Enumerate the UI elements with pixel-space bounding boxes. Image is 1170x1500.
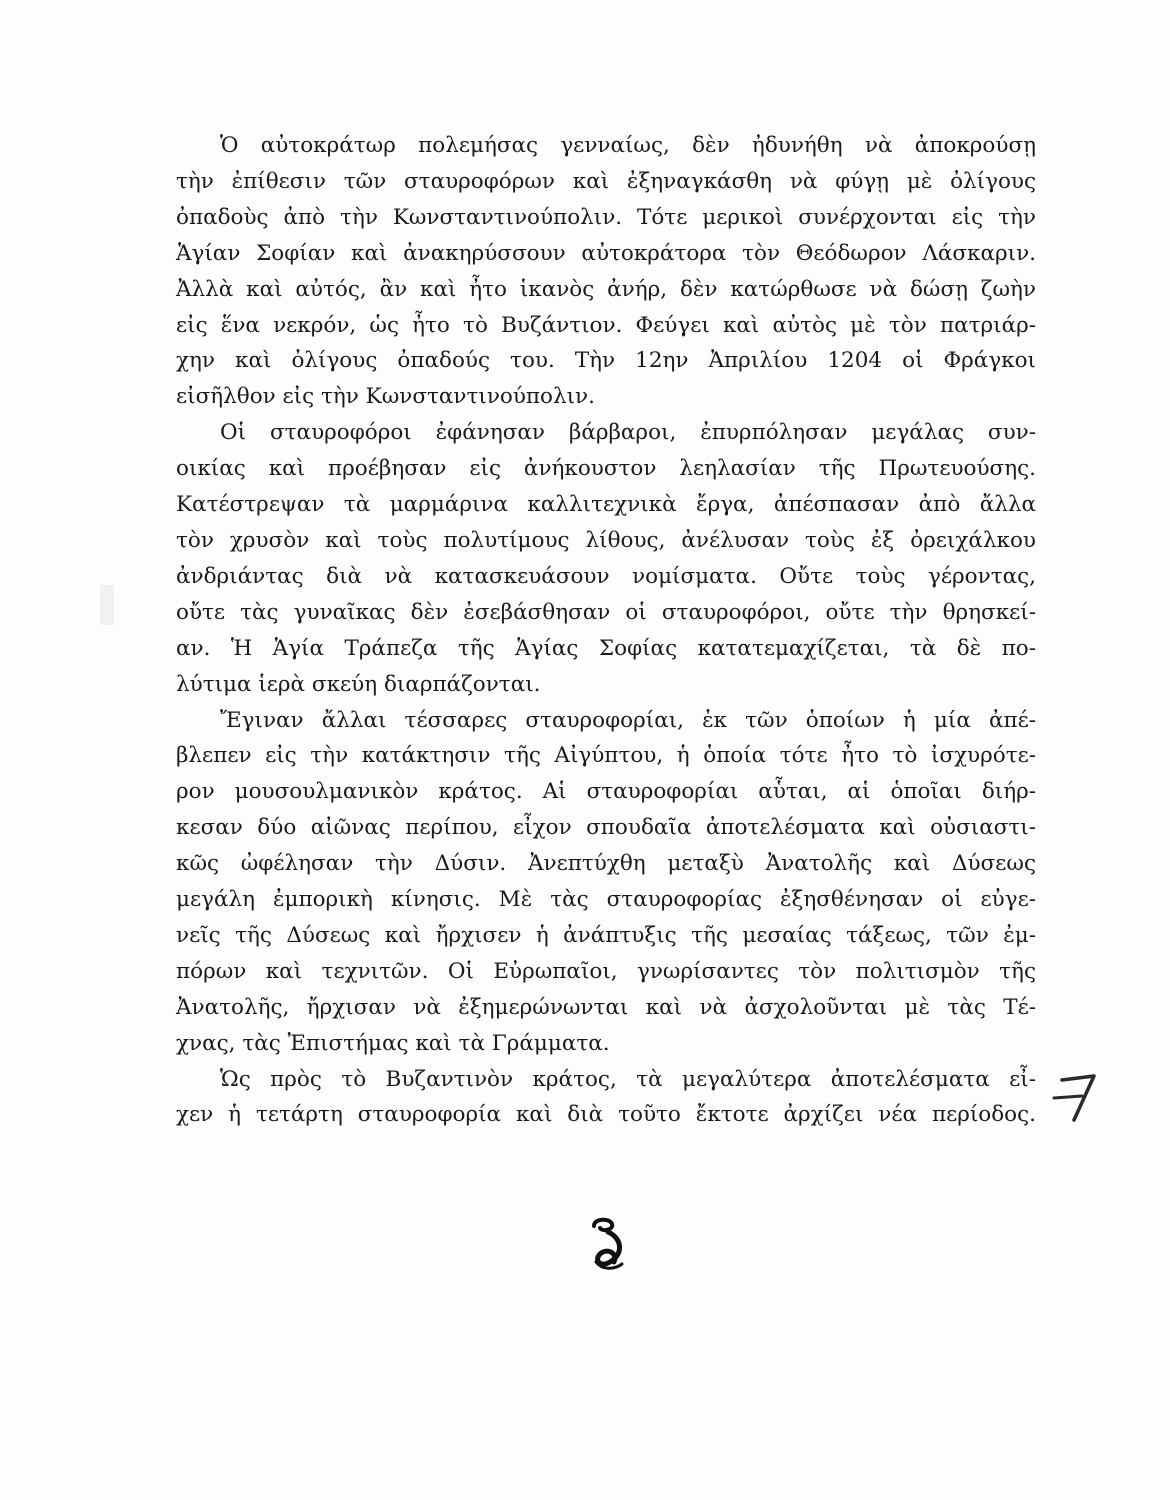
paragraph-3 xyxy=(176,703,1036,1062)
paragraph-2 xyxy=(176,415,1036,702)
text-line: κῶς ὠφέλησαν τὴν Δύσιν. Ἀνεπτύχθη μεταξὺ Ἀνατολῆς καὶ Δύσεως xyxy=(176,851,1036,877)
text-line: τὸν χρυσὸν καὶ τοὺς πολυτίμους λίθους, ἀνέλυσαν τοὺς ἐξ ὀρειχάλκου xyxy=(176,527,1036,553)
text-line: Οἱ σταυροφόροι ἐφάνησαν βάρβαροι, ἐπυρπόλησαν μεγάλας συν- xyxy=(220,420,1036,446)
text-line: μεγάλη ἐμπορικὴ κίνησις. Μὲ τὰς σταυροφορίας ἐξησθένησαν οἱ εὐγε- xyxy=(176,887,1036,913)
text-line: κεσαν δύο αἰῶνας περίπου, εἶχον σπουδαῖα ἀποτελέσματα καὶ οὐσιαστι- xyxy=(176,815,1036,841)
text-line: Ἀνατολῆς, ἤρχισαν νὰ ἐξημερώνωνται καὶ νὰ ἀσχολοῦνται μὲ τὰς Τέ- xyxy=(176,994,1036,1020)
text-line: Ἁγίαν Σοφίαν καὶ ἀνακηρύσσουν αὐτοκράτορα τὸν Θεόδωρον Λάσκαριν. xyxy=(176,240,1036,266)
text-line: εἰς ἕνα νεκρόν, ὡς ἦτο τὸ Βυζάντιον. Φεύγει καὶ αὐτὸς μὲ τὸν πατριάρ- xyxy=(176,312,1036,338)
text-line: Ἀλλὰ καὶ αὐτός, ἂν καὶ ἦτο ἱκανὸς ἀνήρ, δὲν κατώρθωσε νὰ δώσῃ ζωὴν xyxy=(176,276,1036,302)
text-line: χην καὶ ὀλίγους ὀπαδούς του. Τὴν 12ην Ἀπριλίου 1204 οἱ Φράγκοι xyxy=(176,348,1036,374)
body-text xyxy=(176,128,1036,1133)
text-line: Ἔγιναν ἄλλαι τέσσαρες σταυροφορίαι, ἐκ τῶν ὁποίων ἡ μία ἀπέ- xyxy=(220,707,1036,733)
scan-artifact xyxy=(100,585,114,625)
text-line: ρον μουσουλμανικὸν κράτος. Αἱ σταυροφορίαι αὗται, αἱ ὁποῖαι διήρ- xyxy=(176,779,1036,805)
text-line: ὀπαδοὺς ἀπὸ τὴν Κωνσταντινούπολιν. Τότε μερικοὶ συνέρχονται εἰς τὴν xyxy=(176,204,1036,230)
paragraph-4 xyxy=(176,1062,1036,1134)
text-line: λύτιμα ἱερὰ σκεύη διαρπάζονται. xyxy=(176,671,541,697)
text-line: τὴν ἐπίθεσιν τῶν σταυροφόρων καὶ ἐξηναγκάσθη νὰ φύγῃ μὲ ὀλίγους xyxy=(176,168,1036,194)
text-line: Κατέστρεψαν τὰ μαρμάρινα καλλιτεχνικὰ ἔργα, ἀπέσπασαν ἀπὸ ἄλλα xyxy=(176,492,1036,518)
text-line: Ὡς πρὸς τὸ Βυζαντινὸν κράτος, τὰ μεγαλύτερα ἀποτελέσματα εἶ- xyxy=(220,1066,1036,1092)
text-line: πόρων καὶ τεχνιτῶν. Οἱ Εὐρωπαῖοι, γνωρίσαντες τὸν πολιτισμὸν τῆς xyxy=(176,958,1036,984)
text-line: χνας, τὰς Ἐπιστήμας καὶ τὰ Γράμματα. xyxy=(176,1030,610,1056)
text-line: Ὁ αὐτοκράτωρ πολεμήσας γενναίως, δὲν ἠδυνήθη νὰ ἀποκρούσῃ xyxy=(220,133,1036,158)
handwritten-seven-mark-icon xyxy=(1052,1066,1102,1126)
text-line: αν. Ἡ Ἁγία Τράπεζα τῆς Ἁγίας Σοφίας κατατεμαχίζεται, τὰ δὲ πο- xyxy=(176,635,1036,661)
end-ornament-icon xyxy=(588,1216,628,1272)
text-line: οικίας καὶ προέβησαν εἰς ἀνήκουστον λεηλασίαν τῆς Πρωτευούσης. xyxy=(176,456,1036,482)
text-line: εἰσῆλθον εἰς τὴν Κωνσταντινούπολιν. xyxy=(176,384,595,410)
text-line: οὔτε τὰς γυναῖκας δὲν ἐσεβάσθησαν οἱ σταυροφόροι, οὔτε τὴν θρησκεί- xyxy=(176,599,1036,625)
text-line: χεν ἡ τετάρτη σταυροφορία καὶ διὰ τοῦτο ἔκτοτε ἀρχίζει νέα περίοδος. xyxy=(176,1102,1036,1128)
text-line: ἀνδριάντας διὰ νὰ κατασκευάσουν νομίσματα. Οὔτε τοὺς γέροντας, xyxy=(176,563,1036,589)
paragraph-1 xyxy=(176,128,1036,415)
text-line: βλεπεν εἰς τὴν κατάκτησιν τῆς Αἰγύπτου, ἡ ὁποία τότε ἦτο τὸ ἰσχυρότε- xyxy=(176,743,1036,769)
text-line: νεῖς τῆς Δύσεως καὶ ἤρχισεν ἡ ἀνάπτυξις τῆς μεσαίας τάξεως, τῶν ἐμ- xyxy=(176,922,1036,948)
